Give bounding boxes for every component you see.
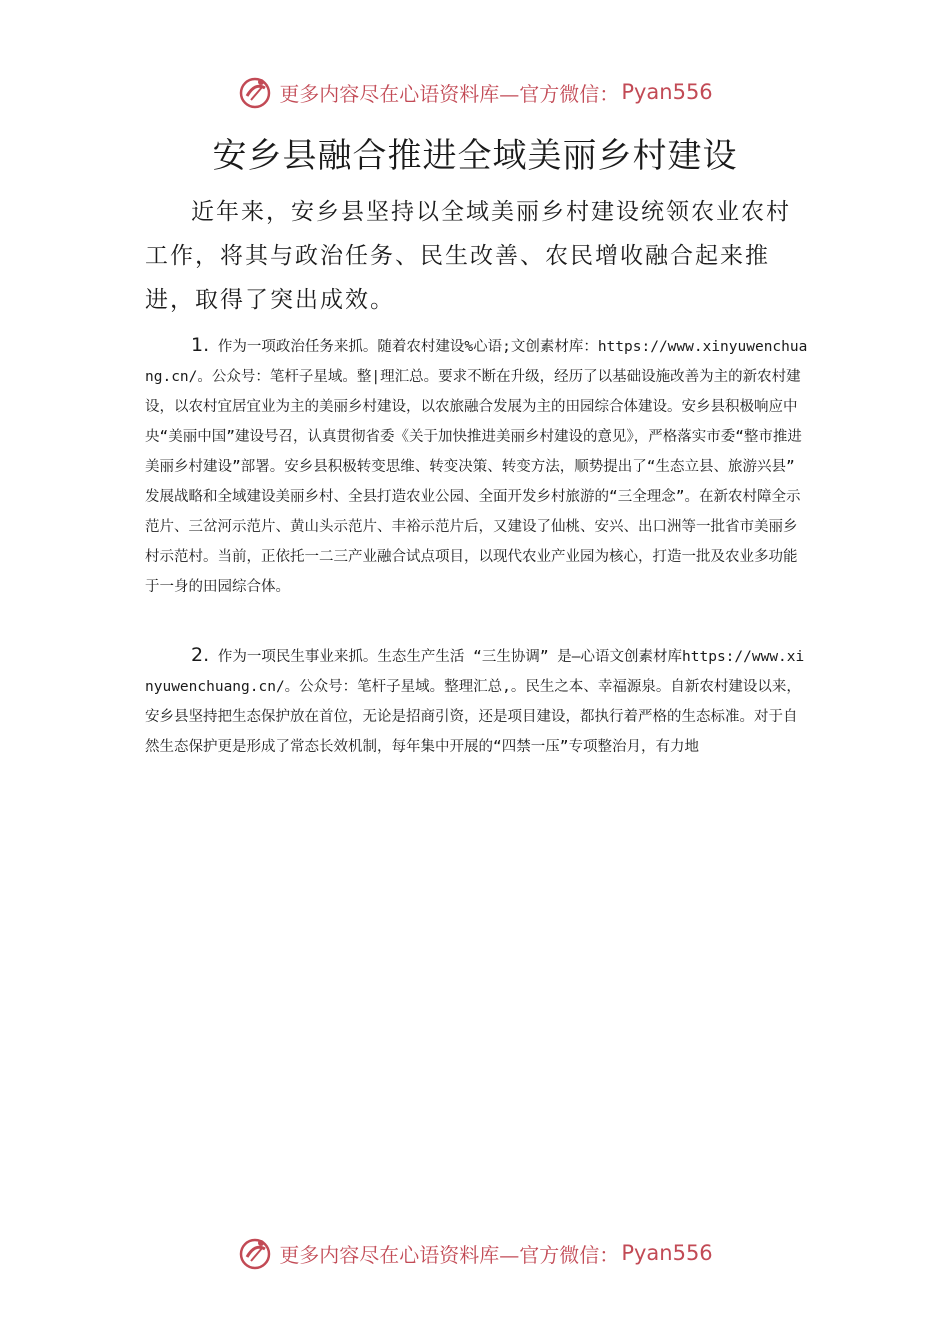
section-1-number: 1. (191, 334, 210, 356)
intro-paragraph: 近年来，安乡县坚持以全域美丽乡村建设统领农业农村工作，将其与政治任务、民生改善、农民增收融合起来推进，取得了突出成效。 (145, 199, 791, 313)
section-2 (145, 640, 810, 762)
banner-wechat: Pyan556 (621, 80, 713, 104)
logo-icon (237, 1235, 273, 1271)
logo-icon (237, 74, 273, 110)
header-watermark (0, 72, 950, 112)
section-1-text: 作为一项政治任务来抓。随着农村建设%心语;文创素材库：https://www.xinyuwenchuang.cn/。公众号：笔杆子星域。整|理汇总。要求不断在升级，经历了以基础设施改善为主的新农村建设，以农村宜居宜业为主的美丽乡村建设，以农旅融合发展为主的田园综合体建设。安乡县积极响应中央“美丽中国”建设号召，认真贯彻省委《关于加快推进美丽乡村建设的意见》，严格落实市委“整市推进美丽乡村建设”部署。安乡县积极转变思维、转变决策、转变方法，顺势提出了“生态立县、旅游兴县” 发展战略和全域建设美丽乡村、全县打造农业公园、全面开发乡村旅游的“三全理念”。在新农村障全示范片、三岔河示范片、黄山头示范片、丰裕示范片后，又建设了仙桃、安兴、出口洲等一批省市美丽乡村示范村。当前，正依托一二三产业融合试点项目，以现代农业产业园为核心，打造一批及农业多功能于一身的田园综合体。 (145, 339, 808, 595)
section-2-text: 作为一项民生事业来抓。生态生产生活 “三生协调” 是—心语文创素材库https://www.xinyuwenchuang.cn/。公众号：笔杆子星域。整理汇总,。民生之本、幸福源泉。自新农村建设以来，安乡县坚持把生态保护放在首位，无论是招商引资，还是项目建设，都执行着严格的生态标准。对于自然生态保护更是形成了常态长效机制，每年集中开展的“四禁一压”专项整治月，有力地 (145, 649, 805, 755)
banner-text: 更多内容尽在心语资料库—官方微信： (279, 1242, 620, 1267)
banner-text: 更多内容尽在心语资料库—官方微信： (279, 81, 620, 106)
footer-watermark (0, 1233, 950, 1273)
banner-wechat: Pyan556 (621, 1241, 713, 1265)
page-title: 安乡县融合推进全域美丽乡村建设 (212, 136, 738, 176)
section-1 (145, 330, 810, 602)
section-2-number: 2. (191, 644, 210, 666)
